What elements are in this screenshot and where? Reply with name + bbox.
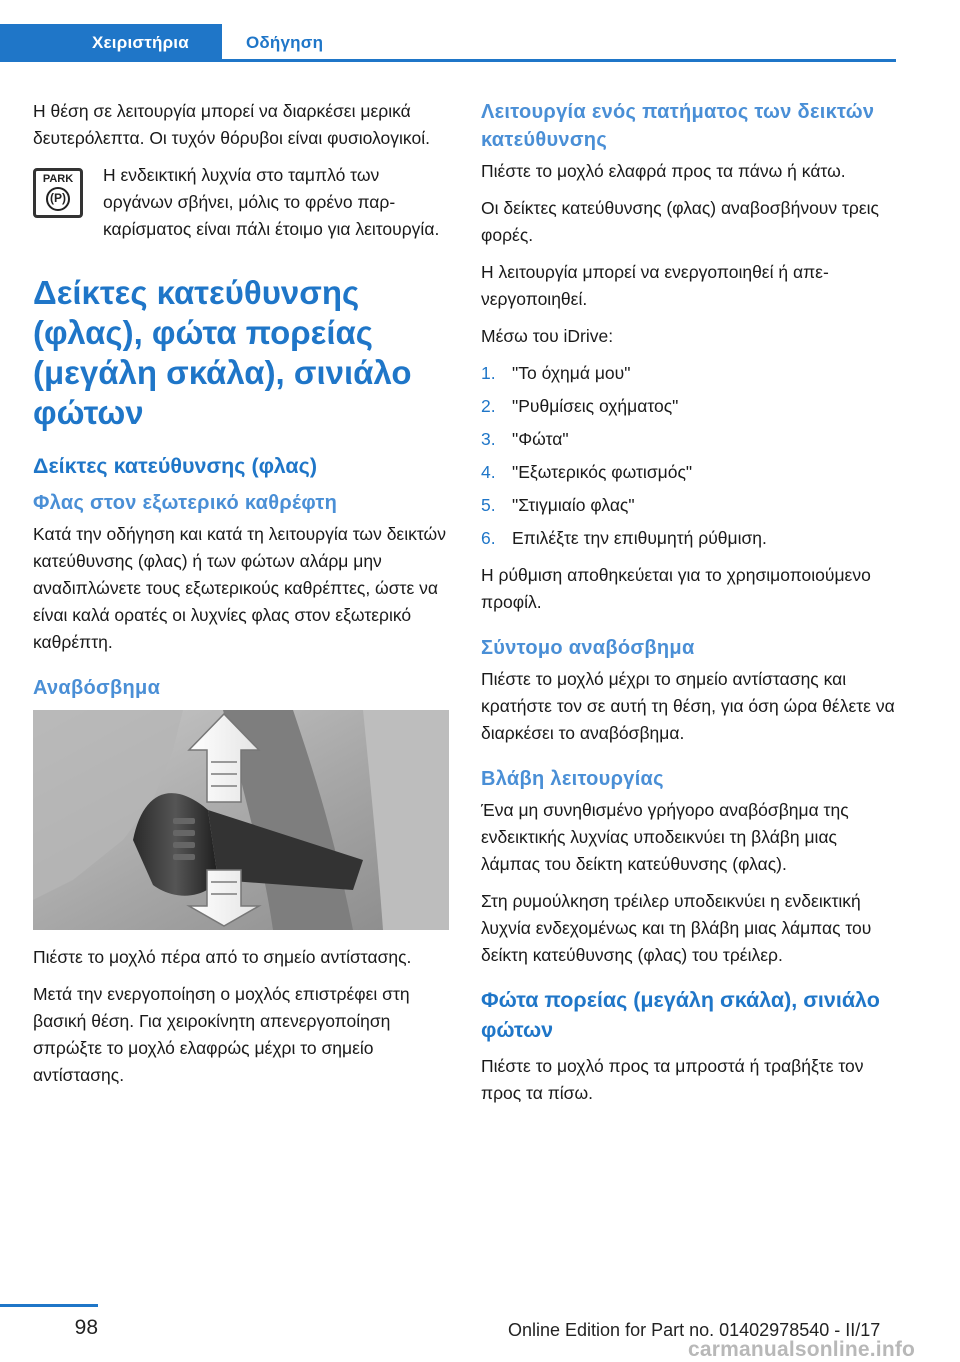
setting-saved-text: Η ρύθμιση αποθηκεύεται για το χρησιμοποιούμενο προφίλ. [481, 565, 871, 612]
page-number: 98 [74, 1316, 98, 1339]
intro-paragraph: Η θέση σε λειτουργία μπορεί να διαρκέσει μερικά δευτερόλεπτα. Οι τυχόν θόρυβοι είναι φυσιολογικοί. [33, 101, 430, 148]
mirror-indicator-title: Φλας στον εξωτερικό καθρέφτη [33, 492, 338, 514]
park-note-text: Η ενδεικτική λυχνία στο ταμπλό των οργάνων σβήνει, μόλις το φρένο παρκαρίσματος είναι πάλι έτοιμο για λειτουργία. [103, 165, 440, 239]
one-touch-text-1: Πιέστε το μοχλό ελαφρά προς τα πάνω ή κάτω. [481, 161, 846, 181]
high-beams-text: Πιέστε το μοχλό προς τα μπροστά ή τραβήξτε τον προς τα πίσω. [481, 1056, 864, 1103]
edition-label: Online Edition for Part no. 01402978540 - II/17 [508, 1320, 881, 1340]
list-item [481, 393, 897, 420]
after-activation-text: Μετά την ενεργοποίηση ο μοχλός επιστρέφει στη βασική θέση. Για χειροκίνητη απενεργοποίηση σπρώξτε το μοχλό ελαφρώς μέχρι το σημείο αντίστασης. [33, 984, 410, 1085]
step-number: 2. [481, 396, 496, 416]
one-touch-title: Λειτουργία ενός πατήματος των δεικτών κατεύθυνσης [481, 101, 875, 151]
step-number: 3. [481, 429, 496, 449]
step-text: "Ρυθμίσεις οχήματος" [512, 396, 679, 416]
footer-rule [0, 1304, 98, 1307]
malfunction-text-1: Ένα μη συνηθισμένο γρήγορο αναβόσβημα της ενδεικτικής λυχνίας υποδεικνύει τη βλάβη μιας λάμπας του δείκτη κατεύθυνσης (φλας). [481, 800, 849, 874]
left-column [33, 98, 449, 1099]
step-text: Επιλέξτε την επιθυμητή ρύθμιση. [512, 528, 767, 548]
right-column [481, 98, 897, 1117]
tab-controls[interactable]: Χειριστήρια [0, 24, 222, 61]
malfunction-text-2: Στη ρυμούλκηση τρέιλερ υποδεικνύει η ενδεικτική λυχνία ενδεχομένως και τη βλάβη μιας λάμπας του δείκτη κατεύθυνσης (φλας) του τρέιλερ. [481, 891, 872, 965]
header-rule [0, 59, 896, 62]
park-brake-note [33, 162, 449, 243]
one-touch-text-4: Μέσω του iDrive: [481, 326, 614, 346]
turn-signal-stalk-photo [33, 710, 449, 930]
step-number: 4. [481, 462, 496, 482]
list-item [481, 492, 897, 519]
step-number: 5. [481, 495, 496, 515]
step-text: "Στιγμιαίο φλας" [512, 495, 635, 515]
one-touch-text-2: Οι δείκτες κατεύθυνσης (φλας) αναβοσβήνουν τρεις φορές. [481, 198, 879, 245]
tab-driving[interactable]: Οδήγηση [246, 33, 324, 52]
blinking-title: Αναβόσβημα [33, 677, 161, 699]
short-blink-title: Σύντομο αναβόσβημα [481, 637, 695, 659]
park-icon-label: PARK [42, 173, 74, 185]
step-number: 1. [481, 363, 496, 383]
one-touch-text-3: Η λειτουργία μπορεί να ενεργοποιηθεί ή απενεργοποιηθεί. [481, 262, 829, 309]
step-number: 6. [481, 528, 496, 548]
list-item [481, 426, 897, 453]
malfunction-title: Βλάβη λειτουργίας [481, 768, 664, 790]
section-title: Δείκτες κατεύθυνσης (φλας), φώτα πορείας (μεγάλη σκάλα), σινιάλο φώτων [33, 274, 412, 431]
list-item [481, 459, 897, 486]
list-item [481, 525, 897, 552]
list-item [481, 360, 897, 387]
press-lever-text: Πιέστε το μοχλό πέρα από το σημείο αντίστασης. [33, 947, 412, 967]
turn-signals-title: Δείκτες κατεύθυνσης (φλας) [33, 454, 317, 478]
watermark: carmanualsonline.info [688, 1338, 916, 1361]
step-text: "Το όχημά μου" [512, 363, 631, 383]
short-blink-text: Πιέστε το μοχλό μέχρι το σημείο αντίστασης και κρατήστε τον σε αυτή τη θέση, για όση ώρα θέλετε να διαρκέσει το αναβόσβημα. [481, 669, 895, 743]
high-beams-title: Φώτα πορείας (μεγάλη σκάλα), σινιάλο φώτων [481, 988, 880, 1042]
mirror-indicator-text: Κατά την οδήγηση και κατά τη λειτουργία των δεικτών κατεύθυνσης (φλας) ή των φώτων αλάρμ μην αναδιπλώνετε τους εξωτερικούς καθρέπτες, ώστε να είναι καλά ορατές οι λυχνίες φλας στον εξωτερικό καθρέπτη. [33, 524, 446, 652]
park-brake-icon [33, 168, 83, 218]
step-text: "Εξωτερικός φωτισμός" [512, 462, 693, 482]
idrive-steps [481, 360, 897, 552]
step-text: "Φώτα" [512, 429, 569, 449]
park-icon-symbol: (P) [46, 187, 70, 211]
